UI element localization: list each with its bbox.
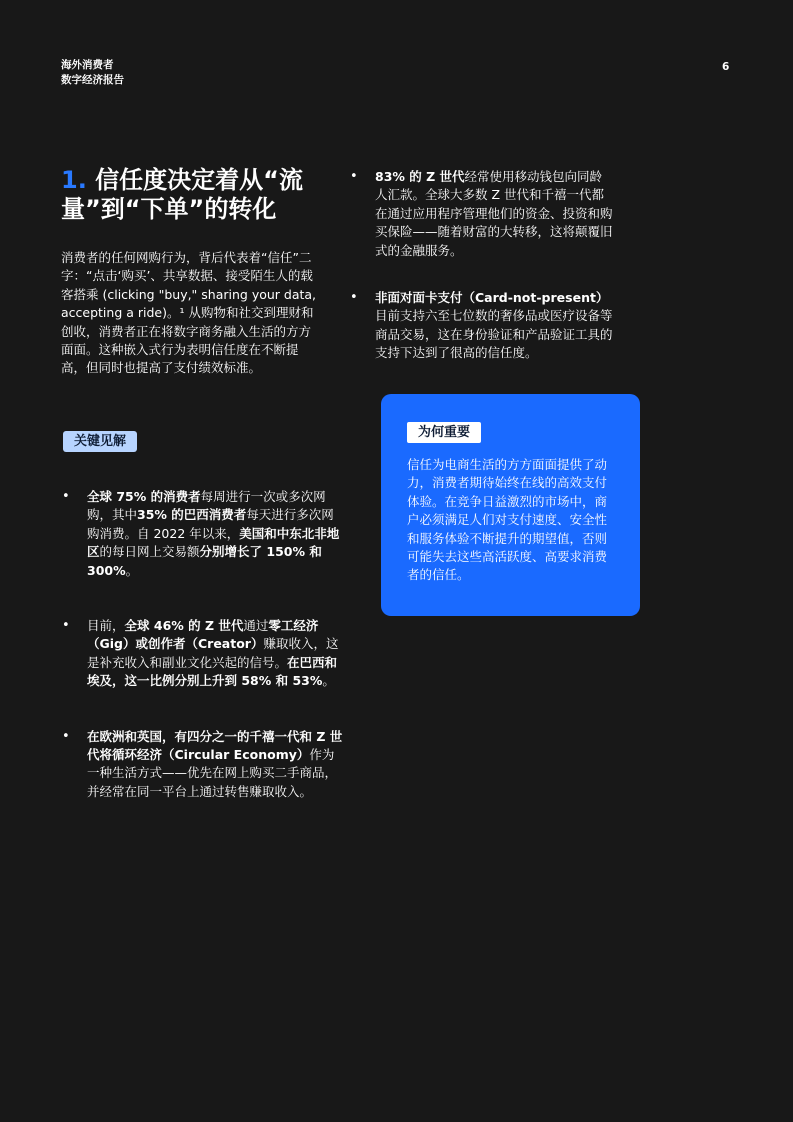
header-line-2: 数字经济报告 <box>61 74 124 86</box>
key-insights-list <box>61 488 343 838</box>
page-number: 6 <box>722 61 730 73</box>
header-line-1: 海外消费者 <box>61 59 114 71</box>
list-item: • 全球 75% 的消费者每周进行一次或多次网购，其中35% 的巴西消费者每天进行多次网购消费。自 2022 年以来，美国和中东北非地区的每日网上交易额分别增长了 150% 和 300%。 <box>61 488 343 580</box>
key-insights-badge: 关键见解 <box>63 431 137 452</box>
section-number: 1. <box>61 166 87 194</box>
callout-text: 信任为电商生活的方方面面提供了动力，消费者期待始终在线的高效支付体验。在竞争日益激烈的市场中，商户必须满足人们对支付速度、安全性和服务体验不断提升的期望值，否则可能失去这些高活跃度、高要求消费者的信任。 <box>407 457 608 583</box>
report-header <box>61 58 124 88</box>
section-title <box>61 166 341 224</box>
why-it-matters-callout <box>381 394 640 616</box>
list-item: • 在欧洲和英国，有四分之一的千禧一代和 Z 世代将循环经济（Circular Economy）作为一种生活方式——优先在网上购买二手商品，并经常在同一平台上通过转售赚取收入。 <box>61 728 343 802</box>
list-item: • 非面对面卡支付（Card-not-present）目前支持六至七位数的奢侈品或医疗设备等商品交易，这在身份验证和产品验证工具的支持下达到了很高的信任度。 <box>349 289 614 363</box>
section-title-text: 信任度决定着从“流量”到“下单”的转化 <box>61 166 303 223</box>
intro-paragraph: 消费者的任何网购行为，背后代表着“信任”二字：“点击‘购买’、共享数据、接受陌生人的载客搭乘 (clicking "buy," sharing your data, accepting a ride)。¹ 从购物和社交到理财和创收，消费者正在将数字商务融入生活的方方面面。这种嵌入式行为表明信任度在不断提高，但同时也提高了支付绩效标准。 <box>61 250 317 376</box>
list-item: • 目前，全球 46% 的 Z 世代通过零工经济（Gig）或创作者（Creator）赚取收入，这是补充收入和副业文化兴起的信号。在巴西和埃及，这一比例分别上升到 58% 和 53%。 <box>61 617 343 691</box>
list-item: • 83% 的 Z 世代经常使用移动钱包向同龄人汇款。全球大多数 Z 世代和千禧一代都在通过应用程序管理他们的资金、投资和购买保险——随着财富的大转移，这将颠覆旧式的金融服务。 <box>349 168 614 260</box>
right-insights-list <box>349 168 614 392</box>
why-it-matters-badge: 为何重要 <box>407 422 481 443</box>
